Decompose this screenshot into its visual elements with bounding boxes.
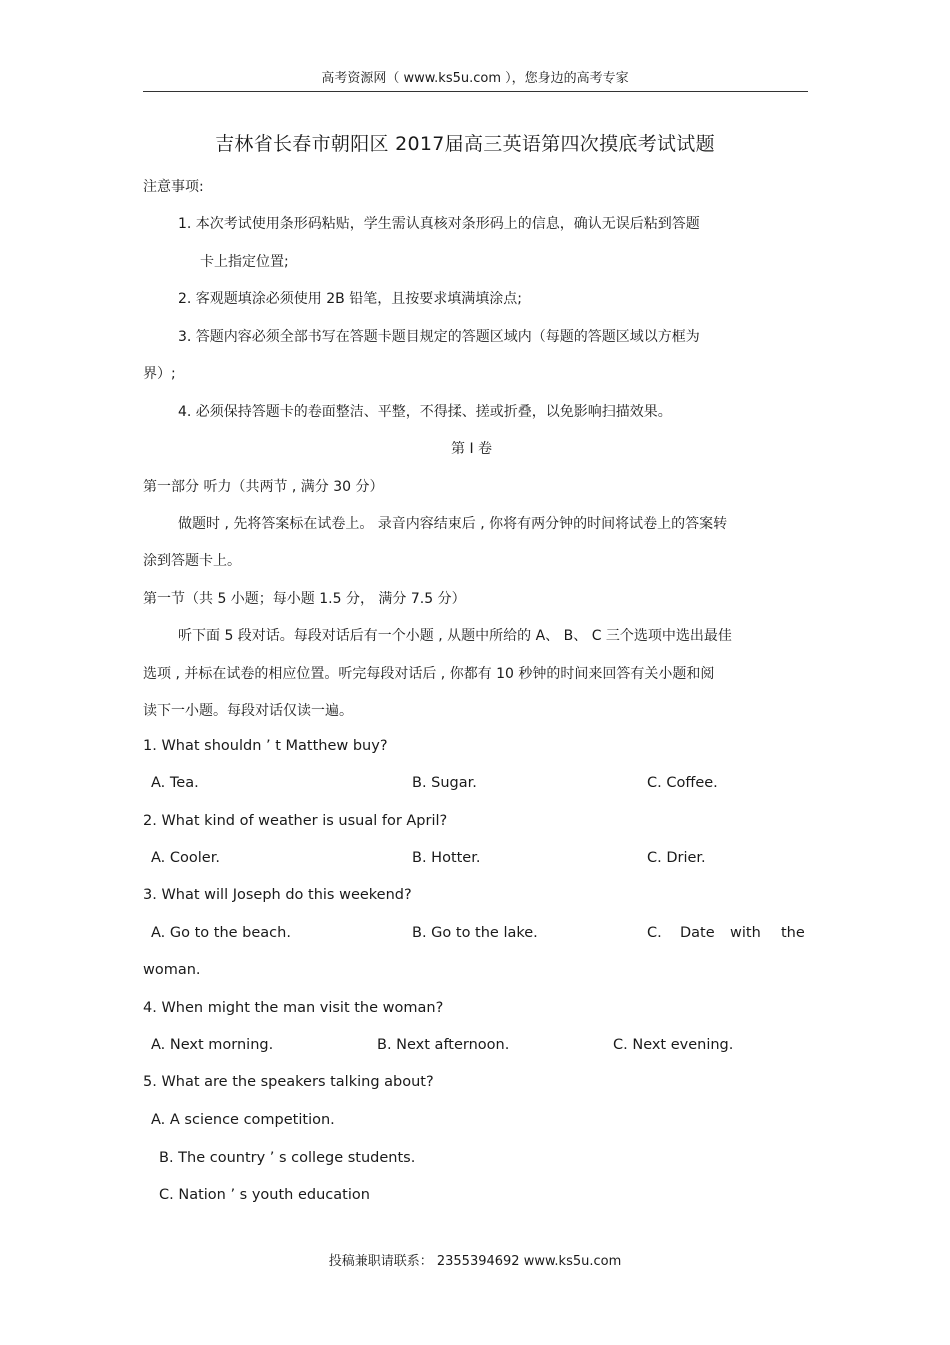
question-2-option-b: B. Hotter.	[412, 850, 481, 866]
question-4: 4. When might the man visit the woman?	[143, 1000, 444, 1016]
question-3-option-a: A. Go to the beach.	[151, 925, 291, 941]
question-5: 5. What are the speakers talking about?	[143, 1074, 434, 1090]
notice-item-4: 4. 必须保持答题卡的卷面整洁、平整，不得揉、搓或折叠，以免影响扫描效果。	[178, 404, 672, 420]
question-5-option-a: A. A science competition.	[151, 1112, 335, 1128]
notice-item-3-line-2: 界）;	[143, 366, 176, 382]
question-3: 3. What will Joseph do this weekend?	[143, 887, 412, 903]
question-4-option-c: C. Next evening.	[613, 1037, 734, 1053]
part-1-intro-line-1: 做题时 , 先将答案标在试卷上。 录音内容结束后 , 你将有两分钟的时间将试卷上的答案转	[178, 516, 728, 532]
question-3-option-b: B. Go to the lake.	[412, 925, 538, 941]
question-1-option-b: B. Sugar.	[412, 775, 477, 791]
question-1: 1. What shouldn ’ t Matthew buy?	[143, 738, 388, 754]
question-1-option-a: A. Tea.	[151, 775, 199, 791]
question-2-option-a: A. Cooler.	[151, 850, 220, 866]
section-1-instructions-line-2: 选项 , 并标在试卷的相应位置。听完每段对话后 , 你都有 10 秒钟的时间来回答有关小题和阅	[143, 666, 715, 682]
question-3-option-c-word-2: with	[730, 925, 761, 941]
question-4-option-b: B. Next afternoon.	[377, 1037, 510, 1053]
section-1-heading: 第一节（共 5 小题；每小题 1.5 分， 满分 7.5 分）	[143, 591, 466, 607]
question-1-option-c: C. Coffee.	[647, 775, 718, 791]
question-3-option-c-word-3: the	[781, 925, 805, 941]
question-2: 2. What kind of weather is usual for April?	[143, 813, 448, 829]
notice-item-2: 2. 客观题填涂必须使用 2B 铅笔，且按要求填满填涂点;	[178, 291, 522, 307]
notice-item-1-line-1: 1. 本次考试使用条形码粘贴，学生需认真核对条形码上的信息，确认无误后粘到答题	[178, 216, 700, 232]
question-5-option-c: C. Nation ’ s youth education	[159, 1187, 370, 1203]
notice-item-3-line-1: 3. 答题内容必须全部书写在答题卡题目规定的答题区域内（每题的答题区域以方框为	[178, 329, 700, 345]
question-4-option-a: A. Next morning.	[151, 1037, 274, 1053]
page-header: 高考资源网（ www.ks5u.com ），您身边的高考专家	[321, 71, 629, 86]
question-3-option-c-continued: woman.	[143, 962, 201, 978]
section-1-instructions-line-3: 读下一小题。每段对话仅读一遍。	[143, 703, 353, 719]
question-2-option-c: C. Drier.	[647, 850, 706, 866]
question-3-option-c-word-1: Date	[680, 925, 715, 941]
part-1-intro-line-2: 涂到答题卡上。	[143, 553, 241, 569]
notice-heading: 注意事项:	[143, 179, 204, 195]
page-footer: 投稿兼职请联系： 2355394692 www.ks5u.com	[328, 1254, 622, 1269]
notice-item-1-line-2: 卡上指定位置;	[200, 254, 289, 270]
header-rule	[143, 91, 808, 92]
part-1-heading: 第一部分 听力（共两节 , 满分 30 分）	[143, 479, 384, 495]
question-5-option-b: B. The country ’ s college students.	[159, 1150, 416, 1166]
document-title: 吉林省长春市朝阳区 2017届高三英语第四次摸底考试试题	[215, 133, 715, 155]
section-1-instructions-line-1: 听下面 5 段对话。每段对话后有一个小题 , 从题中所给的 A、 B、 C 三个选项中选出最佳	[178, 628, 732, 644]
question-3-option-c-label: C.	[647, 925, 662, 941]
volume-heading: 第 I 卷	[451, 441, 493, 457]
